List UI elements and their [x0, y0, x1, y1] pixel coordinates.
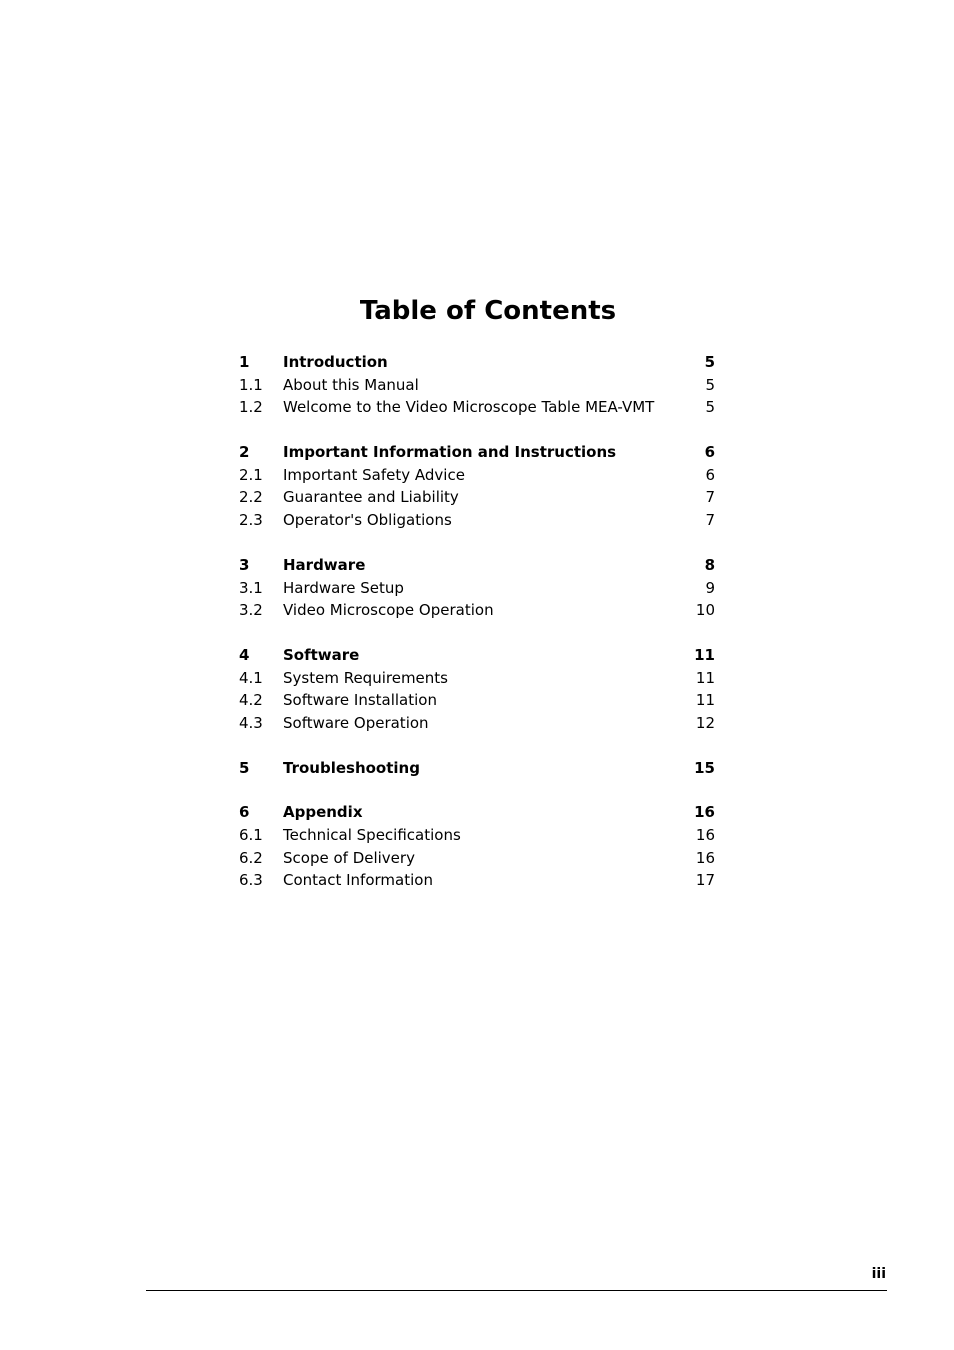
table-of-contents: [239, 351, 715, 914]
toc-entry-number: 2: [239, 443, 250, 462]
toc-entry-number: 4.1: [239, 668, 263, 687]
toc-section-row[interactable]: [239, 689, 715, 712]
toc-chapter-row[interactable]: [239, 351, 715, 374]
toc-entry-number: 1.2: [239, 398, 263, 417]
toc-entry-number: 4.2: [239, 691, 263, 710]
toc-entry-page: 11: [695, 691, 715, 710]
toc-entry-page: 12: [695, 713, 715, 732]
toc-entry-title: Appendix: [283, 803, 363, 822]
toc-entry-number: 6: [239, 803, 250, 822]
toc-entry-number: 5: [239, 758, 250, 777]
page-title: Table of Contents: [359, 296, 617, 326]
toc-chapter-row[interactable]: [239, 441, 715, 464]
toc-entry-title: Hardware: [283, 555, 366, 574]
toc-entry-number: 3.2: [239, 601, 263, 620]
toc-entry-page: 11: [695, 668, 715, 687]
toc-entry-number: 2.1: [239, 465, 263, 484]
toc-entry-number: 2.2: [239, 488, 263, 507]
toc-entry-title: System Requirements: [283, 668, 448, 687]
toc-entry-title: Introduction: [283, 353, 388, 371]
toc-entry-title: About this Manual: [283, 375, 419, 394]
toc-entry-title: Important Safety Advice: [283, 465, 465, 484]
toc-chapter-group: [239, 554, 715, 622]
toc-section-row[interactable]: [239, 464, 715, 487]
toc-entry-title: Contact Information: [283, 871, 433, 890]
toc-entry-number: 6.2: [239, 848, 263, 867]
toc-entry-page: 10: [695, 601, 715, 620]
toc-entry-page: 5: [705, 398, 715, 417]
toc-section-row[interactable]: [239, 824, 715, 847]
toc-entry-number: 6.1: [239, 826, 263, 844]
toc-entry-number: 2.3: [239, 511, 263, 530]
toc-entry-number: 6.3: [239, 871, 263, 890]
toc-entry-page: 9: [705, 578, 715, 597]
toc-section-row[interactable]: [239, 509, 715, 532]
toc-entry-title: Operator's Obligations: [283, 511, 452, 530]
toc-entry-page: 11: [694, 645, 715, 664]
toc-entry-title: Troubleshooting: [283, 758, 420, 777]
toc-entry-number: 1: [239, 353, 250, 371]
toc-entry-title: Software: [283, 645, 360, 664]
toc-entry-title: Scope of Delivery: [283, 848, 415, 867]
toc-chapter-row[interactable]: [239, 801, 715, 824]
toc-section-row[interactable]: [239, 869, 715, 892]
toc-chapter-group: [239, 644, 715, 735]
toc-section-row[interactable]: [239, 712, 715, 735]
toc-chapter-row[interactable]: [239, 554, 715, 577]
toc-entry-page: 5: [704, 353, 715, 371]
toc-entry-title: Hardware Setup: [283, 578, 404, 597]
toc-entry-page: 7: [705, 488, 715, 507]
toc-section-row[interactable]: [239, 667, 715, 690]
toc-entry-page: 6: [704, 443, 715, 462]
toc-chapter-row[interactable]: [239, 644, 715, 667]
toc-entry-page: 8: [704, 555, 715, 574]
toc-entry-title: Technical Specifications: [283, 826, 461, 844]
toc-entry-number: 3.1: [239, 578, 263, 597]
toc-chapter-group: [239, 757, 715, 780]
footer-page-number: iii: [871, 1266, 886, 1282]
toc-chapter-group: [239, 351, 715, 419]
toc-entry-number: 1.1: [239, 375, 263, 394]
toc-chapter-group: [239, 441, 715, 532]
toc-chapter-row[interactable]: [239, 757, 715, 780]
toc-entry-title: Guarantee and Liability: [283, 488, 459, 507]
toc-entry-page: 16: [695, 826, 715, 844]
toc-entry-number: 3: [239, 555, 250, 574]
toc-section-row[interactable]: [239, 847, 715, 870]
toc-section-row[interactable]: [239, 599, 715, 622]
toc-section-row[interactable]: [239, 577, 715, 600]
toc-entry-title: Software Operation: [283, 713, 429, 732]
footer-rule: [146, 1290, 887, 1291]
toc-chapter-group: [239, 801, 715, 892]
toc-entry-page: 5: [705, 375, 715, 394]
toc-entry-page: 6: [705, 465, 715, 484]
toc-section-row[interactable]: [239, 374, 715, 397]
toc-section-row[interactable]: [239, 486, 715, 509]
toc-entry-title: Welcome to the Video Microscope Table MEA-VMT: [283, 398, 655, 417]
toc-entry-page: 7: [705, 511, 715, 530]
toc-entry-number: 4.3: [239, 713, 263, 732]
toc-entry-page: 17: [695, 871, 715, 890]
toc-entry-title: Software Installation: [283, 691, 437, 710]
toc-entry-page: 16: [694, 803, 715, 822]
toc-entry-page: 16: [695, 848, 715, 867]
toc-entry-page: 15: [694, 758, 715, 777]
toc-entry-title: Important Information and Instructions: [283, 443, 617, 462]
toc-section-row[interactable]: [239, 396, 715, 419]
toc-entry-title: Video Microscope Operation: [283, 601, 494, 620]
toc-entry-number: 4: [239, 645, 250, 664]
